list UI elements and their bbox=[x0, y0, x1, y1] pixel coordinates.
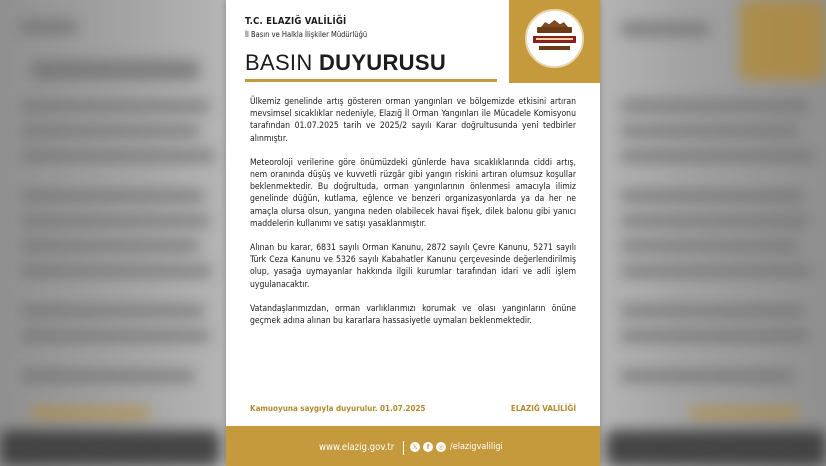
press-release-document bbox=[226, 0, 600, 466]
divider bbox=[403, 441, 404, 455]
x-icon[interactable]: 𝕏 bbox=[410, 442, 420, 452]
paragraph-3: Alınan bu karar, 6831 sayılı Orman Kanunu, 2872 sayılı Çevre Kanunu, 5271 sayılı Türk Ceza Kanunu ve 5326 sayılı Kabahatler Kanunu çerçevesinde değerlendirilmiş olup, yasağa uymayanlar hakkında ilgili kurumlar tarafından idari ve adli işlem uygulanacaktır. bbox=[250, 243, 576, 290]
emblem-panel bbox=[509, 0, 600, 83]
website-link[interactable]: www.elazig.gov.tr bbox=[319, 442, 395, 453]
paragraph-4: Vatandaşlarımızdan, orman varlıklarımızı korumak ve olası yangınların önüne geçmek adına alınan bu kararlara hassasiyetle uymaları beklenmektedir. bbox=[250, 303, 576, 327]
paragraph-2: Meteoroloji verilerine göre önümüzdeki günlerde hava sıcaklıklarında ciddi artış, nem oranında düşüş ve kuvvetli rüzgâr gibi yangın riskini artıran olumsuz koşullar beklenmektedir. Bu doğrultuda, orman yangınlarının önlenmesi amacıyla ilimiz genelinde düğün, kutlama, eğlence ve benzeri organizasyonlarda ya da her ne amaçla olursa olsun, yangına neden olabilecek havai fişek, dilek balonu gibi yanıcı maddelerin kullanımı ve satışı yasaklanmıştır. bbox=[250, 157, 576, 229]
contact-bar bbox=[226, 426, 600, 466]
paragraph-1: Ülkemiz genelinde artış gösteren orman yangınları ve bölgemizde etkisini artıran mevsimsel sıcaklıklar nedeniyle, Elazığ İl Orman Yangınları ile Mücadele Komisyonu tarafından 01.07.2025 tarih ve 2025/2 sayılı Karar doğrultusunda yeni tedbirler alınmıştır. bbox=[250, 97, 576, 144]
document-title bbox=[245, 50, 446, 76]
facebook-icon[interactable]: f bbox=[423, 442, 433, 452]
signatory: ELAZIĞ VALİLİĞİ bbox=[510, 404, 576, 413]
organization-header bbox=[245, 16, 367, 39]
governorship-emblem-icon bbox=[525, 9, 584, 68]
org-name: T.C. ELAZIĞ VALİLİĞİ bbox=[245, 16, 347, 27]
org-department: İl Basın ve Halkla İlişkiler Müdürlüğü bbox=[245, 30, 368, 39]
title-light: BASIN bbox=[245, 50, 313, 75]
title-underline bbox=[245, 79, 497, 82]
social-handle[interactable]: /elazigvaliligi bbox=[450, 442, 503, 452]
instagram-icon[interactable]: ◎ bbox=[436, 442, 446, 452]
title-bold: DUYURUSU bbox=[318, 50, 447, 75]
announcement-date: Kamuoyuna saygıyla duyurulur. 01.07.2025 bbox=[250, 404, 426, 413]
announcement-body bbox=[250, 96, 576, 339]
